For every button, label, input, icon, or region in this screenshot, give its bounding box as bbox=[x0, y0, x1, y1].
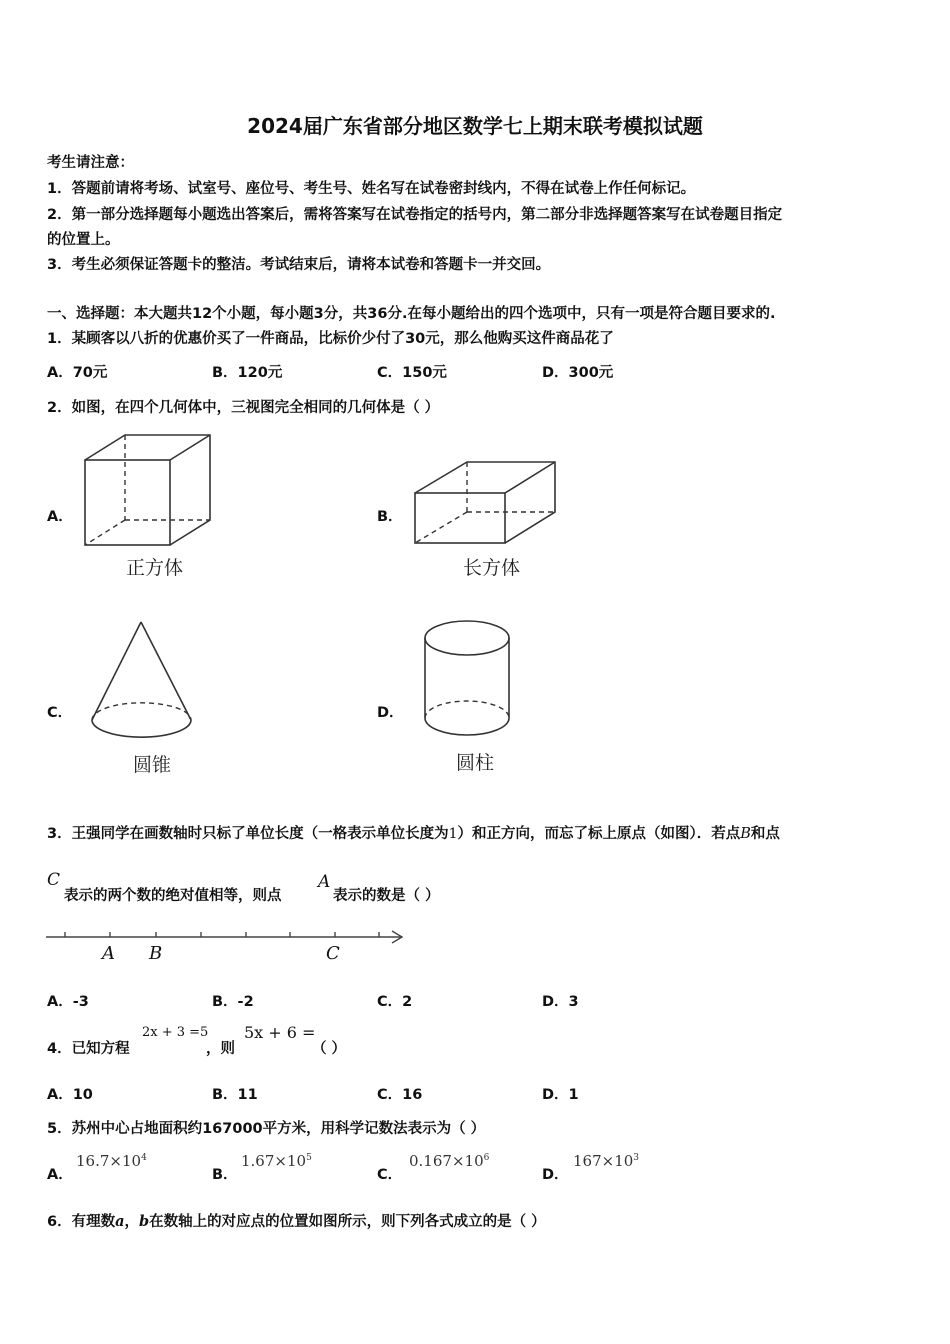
axis-label-c: C bbox=[326, 943, 340, 964]
q3-option-b: B．-2 bbox=[212, 994, 254, 1010]
q5-stem: 5．苏州中心占地面积约167000平方米，用科学记数法表示为（ ） bbox=[47, 1121, 486, 1137]
cuboid-figure bbox=[410, 458, 560, 548]
q5-value-b bbox=[241, 1152, 312, 1170]
q5-exponent-a: 4 bbox=[141, 1153, 147, 1163]
cone-figure bbox=[88, 620, 198, 745]
q3-stem-part5: 表示的数是（ ） bbox=[333, 888, 440, 904]
q5-mantissa-d: 167 bbox=[573, 1152, 602, 1170]
q3-stem-part2: ）和正方向，而忘了标上原点（如图）．若点 bbox=[457, 826, 741, 842]
figure-label-cube: 正方体 bbox=[126, 557, 184, 579]
q5-option-a: A． bbox=[47, 1167, 73, 1183]
q1-option-c: C．150元 bbox=[377, 365, 447, 381]
q5-exponent-d: 3 bbox=[633, 1153, 640, 1163]
q5-mantissa-a: 16.7 bbox=[76, 1152, 110, 1170]
q3-stem-part1: 3．王强同学在画数轴时只标了单位长度（一格表示单位长度为 bbox=[47, 826, 449, 842]
q4-option-b: B．11 bbox=[212, 1087, 258, 1103]
q6-stem-part1: 6．有理数 bbox=[47, 1214, 116, 1230]
q4-stem-part2: ，则 bbox=[206, 1041, 235, 1057]
notice-item-1: 1．答题前请将考场、试室号、座位号、考生号、姓名写在试卷密封线内，不得在试卷上作任何标记。 bbox=[47, 181, 696, 197]
q3-point-b: B bbox=[740, 826, 751, 842]
q3-option-a: A．-3 bbox=[47, 994, 89, 1010]
cube-figure bbox=[80, 432, 220, 552]
q5-times-d: ×10 bbox=[601, 1152, 634, 1170]
notice-item-2-cont: 的位置上。 bbox=[47, 232, 120, 248]
q4-option-d: D．1 bbox=[542, 1087, 579, 1103]
axis-label-b: B bbox=[149, 943, 163, 964]
q4-expression: 5x + 6 = bbox=[244, 1023, 316, 1042]
q2-option-a: A． bbox=[47, 509, 73, 525]
q6-stem bbox=[47, 1210, 546, 1231]
q5-times-c: ×10 bbox=[451, 1152, 484, 1170]
q1-stem: 1．某顾客以八折的优惠价买了一件商品，比标价少付了30元，那么他购买这件商品花了 bbox=[47, 331, 614, 347]
figure-label-cylinder: 圆柱 bbox=[456, 752, 495, 774]
figure-label-cuboid: 长方体 bbox=[463, 557, 521, 579]
q3-option-d: D．3 bbox=[542, 994, 579, 1010]
q5-option-b: B． bbox=[212, 1167, 238, 1183]
q6-stem-part2: 在数轴上的对应点的位置如图所示，则下列各式成立的是（ ） bbox=[149, 1214, 546, 1230]
q6-var-b: b bbox=[139, 1213, 150, 1230]
notice-item-2: 2．第一部分选择题每小题选出答案后，需将答案写在试卷指定的括号内，第二部分非选择题答案写在试卷题目指定 bbox=[47, 207, 783, 223]
q4-stem-part3: （ ） bbox=[312, 1041, 347, 1057]
q2-option-d: D． bbox=[377, 705, 404, 721]
q6-sep: ， bbox=[124, 1214, 139, 1230]
q4-option-c: C．16 bbox=[377, 1087, 423, 1103]
q5-value-c bbox=[409, 1152, 489, 1170]
q5-times-b: ×10 bbox=[274, 1152, 307, 1170]
q4-stem-part1: 4．已知方程 bbox=[47, 1041, 130, 1057]
q5-exponent-b: 5 bbox=[306, 1153, 312, 1163]
q1-option-d: D．300元 bbox=[542, 365, 614, 381]
q5-option-c: C． bbox=[377, 1167, 403, 1183]
q3-stem-part3: 和点 bbox=[750, 826, 780, 842]
number-line-figure bbox=[44, 925, 409, 950]
notice-item-3: 3．考生必须保证答题卡的整洁。考试结束后，请将本试卷和答题卡一并交回。 bbox=[47, 257, 551, 273]
q2-option-b: B． bbox=[377, 509, 403, 525]
q4-equation: 2x + 3 =5 bbox=[142, 1025, 209, 1040]
q5-value-a bbox=[76, 1152, 147, 1170]
q6-var-a: a bbox=[115, 1213, 125, 1230]
q1-option-a: A．70元 bbox=[47, 365, 108, 381]
section-heading: 一、选择题：本大题共12个小题，每小题3分，共36分.在每小题给出的四个选项中，只有一项是符合题目要求的. bbox=[47, 306, 776, 322]
q5-exponent-c: 6 bbox=[483, 1153, 490, 1163]
notice-heading: 考生请注意： bbox=[47, 155, 134, 171]
cylinder-figure bbox=[420, 618, 515, 743]
page-title: 2024届广东省部分地区数学七上期末联考模拟试题 bbox=[247, 114, 703, 138]
q3-point-a: A bbox=[318, 872, 331, 892]
q3-unit-one: 1 bbox=[448, 826, 458, 842]
figure-label-cone: 圆锥 bbox=[133, 754, 172, 776]
q3-stem-line1 bbox=[47, 822, 780, 843]
q2-stem: 2．如图，在四个几何体中，三视图完全相同的几何体是（ ） bbox=[47, 400, 440, 416]
q5-value-d bbox=[573, 1152, 639, 1170]
axis-label-a: A bbox=[102, 943, 115, 964]
q4-option-a: A．10 bbox=[47, 1087, 93, 1103]
q1-option-b: B．120元 bbox=[212, 365, 283, 381]
q3-option-c: C．2 bbox=[377, 994, 413, 1010]
q5-mantissa-b: 1.67 bbox=[241, 1152, 275, 1170]
q5-option-d: D． bbox=[542, 1167, 569, 1183]
q3-stem-part4: 表示的两个数的绝对值相等，则点 bbox=[64, 888, 282, 904]
q2-option-c: C． bbox=[47, 705, 73, 721]
q5-times-a: ×10 bbox=[109, 1152, 142, 1170]
q3-point-c: C bbox=[47, 870, 61, 890]
q5-mantissa-c: 0.167 bbox=[409, 1152, 452, 1170]
